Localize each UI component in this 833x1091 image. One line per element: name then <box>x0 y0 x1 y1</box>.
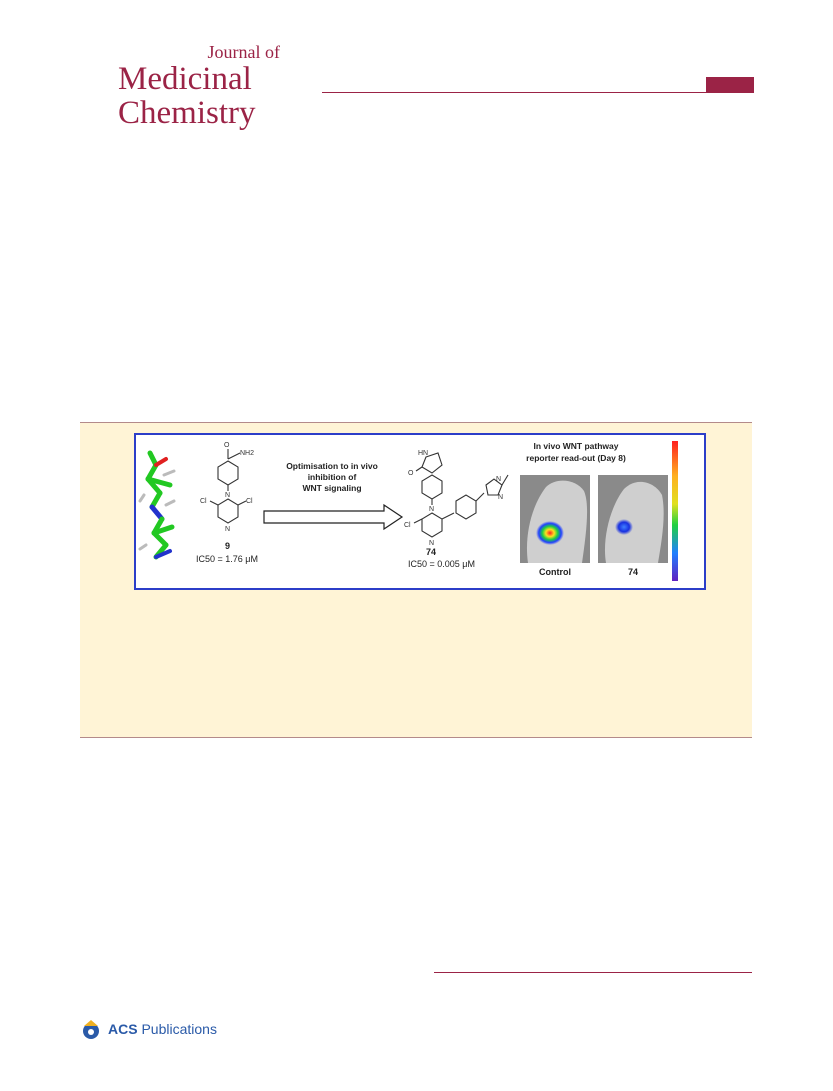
imaging-panel-control <box>520 475 590 563</box>
abstract-box <box>80 422 752 738</box>
footer-divider <box>434 972 752 973</box>
compound-9-id: 9 <box>225 541 231 551</box>
journal-line2: Medicinal <box>118 61 252 97</box>
acs-publications-text: Publications <box>141 1021 217 1037</box>
imaging-panel-74 <box>598 475 668 563</box>
atom-cl-1: Cl <box>200 498 207 505</box>
compound-9-ic50: IC50 = 1.76 μM <box>196 554 258 564</box>
acs-emblem-icon <box>80 1018 102 1040</box>
atom-cl-3: Cl <box>404 522 411 529</box>
atom-hn: HN <box>418 450 429 457</box>
stick-model <box>140 453 174 557</box>
acs-brand: ACS <box>108 1021 138 1037</box>
atom-nh2: NH2 <box>240 450 255 457</box>
atom-o-2: O <box>408 470 414 477</box>
invivo-heading-line1: In vivo WNT pathway <box>533 441 619 451</box>
journal-line3: Chemistry <box>118 95 256 131</box>
atom-n-3: N <box>429 506 435 513</box>
color-scale-bar <box>672 441 678 581</box>
journal-line1: Journal of <box>207 42 280 62</box>
invivo-heading-line2: reporter read-out (Day 8) <box>526 453 626 463</box>
header-divider <box>322 92 752 93</box>
acs-publications-logo <box>80 1018 217 1040</box>
arrow-text-line1: Optimisation to in vivo <box>286 461 378 471</box>
atom-o-1: O <box>224 442 230 449</box>
compound-74-id: 74 <box>426 547 437 557</box>
optimisation-arrow <box>264 505 402 529</box>
arrow-text-line3: WNT signaling <box>302 483 362 493</box>
compound-74-structure <box>414 453 508 537</box>
atom-n-6: N <box>498 494 504 501</box>
atom-n-4: N <box>429 540 435 547</box>
compound-9-structure <box>210 449 246 523</box>
header-tab <box>706 77 754 93</box>
journal-logo <box>112 42 280 130</box>
arrow-text-line2: inhibition of <box>307 472 357 482</box>
compound-74-ic50: IC50 = 0.005 μM <box>408 559 475 569</box>
atom-n-1: N <box>225 492 231 499</box>
imaging-label-74: 74 <box>627 567 639 577</box>
atom-cl-2: Cl <box>246 498 253 505</box>
imaging-label-control: Control <box>539 567 571 577</box>
atom-n-5: N <box>496 476 502 483</box>
atom-n-2: N <box>225 526 231 533</box>
toc-graphic <box>134 433 706 590</box>
toc-graphic-svg <box>136 435 704 588</box>
